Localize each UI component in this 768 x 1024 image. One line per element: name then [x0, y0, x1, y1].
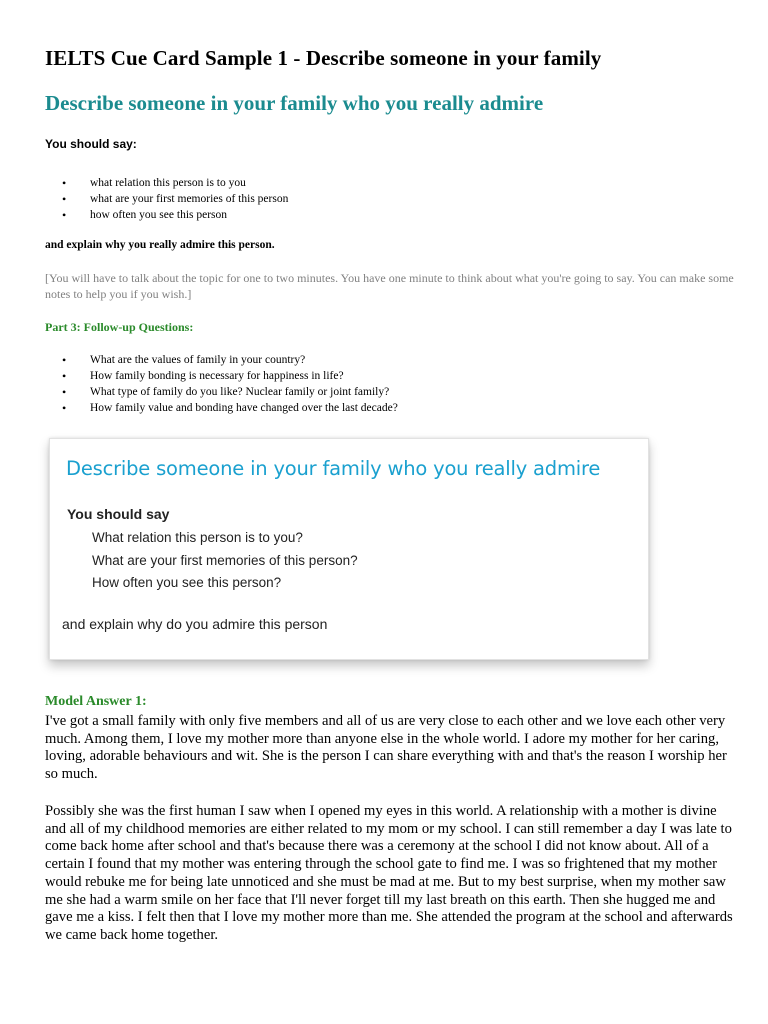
cue-points-list	[45, 175, 288, 223]
list-item: • What type of family do you like? Nuclear family or joint family?	[45, 384, 398, 400]
page-title: IELTS Cue Card Sample 1 - Describe someone in your family	[45, 46, 602, 70]
followup-questions-list	[45, 352, 398, 416]
card-question: What are your first memories of this person?	[92, 553, 358, 568]
list-item: • what relation this person is to you	[45, 175, 288, 191]
answer-paragraph: I've got a small family with only five members and all of us are very close to each other and we love each other very much. Among them, I love my mother more than anyone else in the whole world. I adore my mother for her caring, loving, adorable behaviours and wit. She is the person I can share everything with and that's the reason I worship her so much.	[45, 713, 727, 783]
list-item: • what are your first memories of this person	[45, 191, 288, 207]
list-item: • how often you see this person	[45, 207, 288, 223]
explain-prompt: and explain why you really admire this person.	[45, 239, 275, 251]
card-question: What relation this person is to you?	[92, 530, 303, 545]
model-answer-heading: Model Answer 1:	[45, 694, 147, 709]
card-question: How often you see this person?	[92, 575, 282, 590]
card-explain: and explain why do you admire this person	[62, 616, 328, 632]
instructions-note: [You will have to talk about the topic for one to two minutes. You have one minute to think about what you're going to say. You can make some notes to help you if you wish.]	[45, 271, 734, 301]
answer-paragraph: Possibly she was the first human I saw when I opened my eyes in this world. A relationship with a mother is divine and all of my childhood memories are either related to my mom or my school. I can still remember a day I was late to come back home after school and that's because there was a ceremony at the school I did not know about. All of a certain I found that my mother was entering through the school gate to find me. I was so frightened that my mother would rebuke me for being late unnoticed and she must be mad at me. But to my best surprise, when my mother saw me she had a warm smile on her face that I'll never forget till my last breath on this earth. Then she hugged me and gave me a kiss. I felt then that I love my mother more than me. She attended the program at the school and afterwards we came back home together.	[45, 803, 733, 943]
part3-heading: Part 3: Follow-up Questions:	[45, 320, 194, 334]
cue-card-topic: Describe someone in your family who you really admire	[45, 91, 544, 115]
cue-card-image	[49, 438, 649, 660]
list-item: • How family value and bonding have changed over the last decade?	[45, 400, 398, 416]
card-you-should-say: You should say	[67, 506, 170, 522]
you-should-say-label: You should say:	[45, 137, 137, 151]
card-title: Describe someone in your family who you really admire	[66, 457, 601, 480]
list-item: • How family bonding is necessary for happiness in life?	[45, 368, 398, 384]
list-item: • What are the values of family in your country?	[45, 352, 398, 368]
